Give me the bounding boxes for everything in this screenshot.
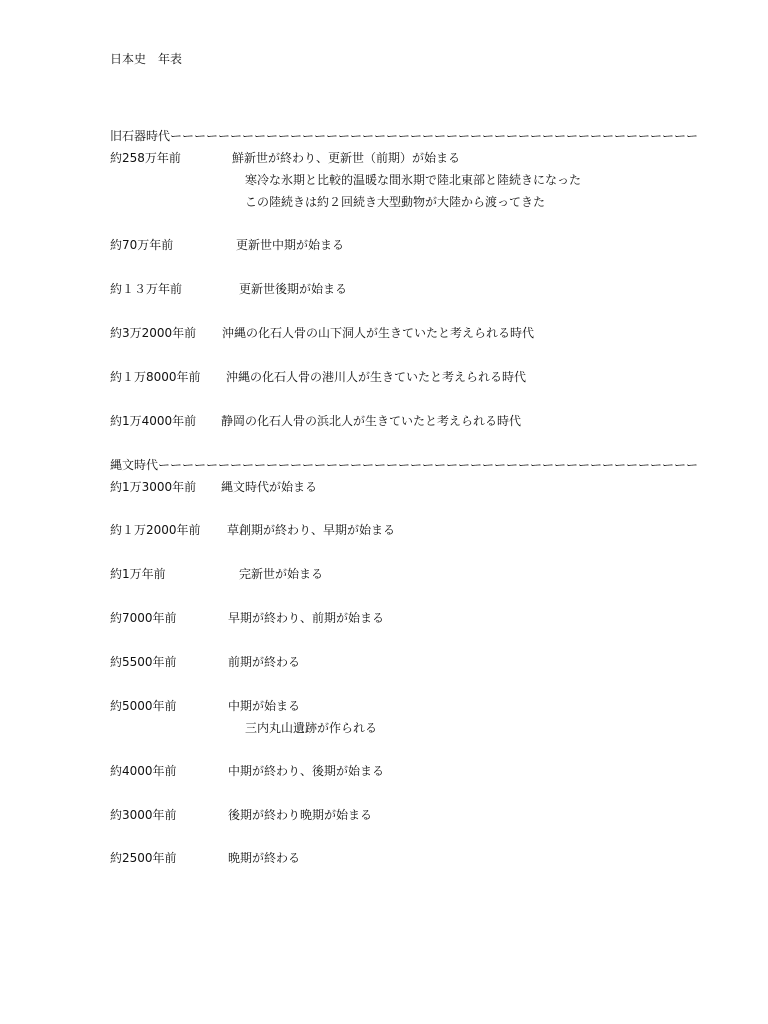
entry-text: 静岡の化石人骨の浜北人が生きていたと考えられる時代 (221, 414, 522, 428)
entry-date: 約3000年前 (110, 808, 177, 822)
entry-text: 前期が終わる (228, 655, 301, 669)
entry-date: 約１３万年前 (110, 282, 183, 296)
entry-text: 縄文時代が始まる (221, 480, 318, 494)
era-heading-paleolithic: 旧石器時代ーーーーーーーーーーーーーーーーーーーーーーーーーーーーーーーーーーーーーーーーーーーー (110, 129, 699, 143)
entry-date: 約1万4000年前 (110, 414, 197, 428)
entry-text: 晩期が終わる (228, 851, 301, 865)
entry-date: 約7000年前 (110, 611, 177, 625)
entry-date: 約5500年前 (110, 655, 177, 669)
entry-text: 後期が終わり晩期が始まる (228, 808, 373, 822)
entry-text: 沖縄の化石人骨の山下洞人が生きていたと考えられる時代 (222, 326, 535, 340)
entry-text: 更新世後期が始まる (239, 282, 348, 296)
entry-text: 三内丸山遺跡が作られる (245, 721, 378, 735)
entry-text: 中期が終わり、後期が始まる (228, 764, 385, 778)
era-heading-jomon: 縄文時代ーーーーーーーーーーーーーーーーーーーーーーーーーーーーーーーーーーーーーーーーーーーーー (110, 458, 699, 472)
entry-text: この陸続きは約２回続き大型動物が大陸から渡ってきた (245, 195, 546, 209)
entry-date: 約70万年前 (110, 238, 174, 252)
entry-text: 寒冷な氷期と比較的温暖な間氷期で陸北東部と陸続きになった (245, 173, 582, 187)
entry-date: 約１万2000年前 (110, 523, 201, 537)
entry-date: 約１万8000年前 (110, 370, 201, 384)
entry-date: 約1万3000年前 (110, 480, 197, 494)
entry-text: 早期が終わり、前期が始まる (228, 611, 385, 625)
entry-date: 約4000年前 (110, 764, 177, 778)
entry-text: 草創期が終わり、早期が始まる (227, 523, 396, 537)
entry-date: 約2500年前 (110, 851, 177, 865)
entry-date: 約5000年前 (110, 699, 177, 713)
entry-text: 中期が始まる (228, 699, 301, 713)
document-title: 日本史 年表 (110, 52, 183, 66)
entry-text: 沖縄の化石人骨の港川人が生きていたと考えられる時代 (226, 370, 527, 384)
entry-date: 約1万年前 (110, 567, 166, 581)
entry-text: 鮮新世が終わり、更新世（前期）が始まる (232, 151, 461, 165)
entry-text: 完新世が始まる (239, 567, 324, 581)
entry-date: 約258万年前 (110, 151, 181, 165)
entry-date: 約3万2000年前 (110, 326, 197, 340)
entry-text: 更新世中期が始まる (236, 238, 345, 252)
